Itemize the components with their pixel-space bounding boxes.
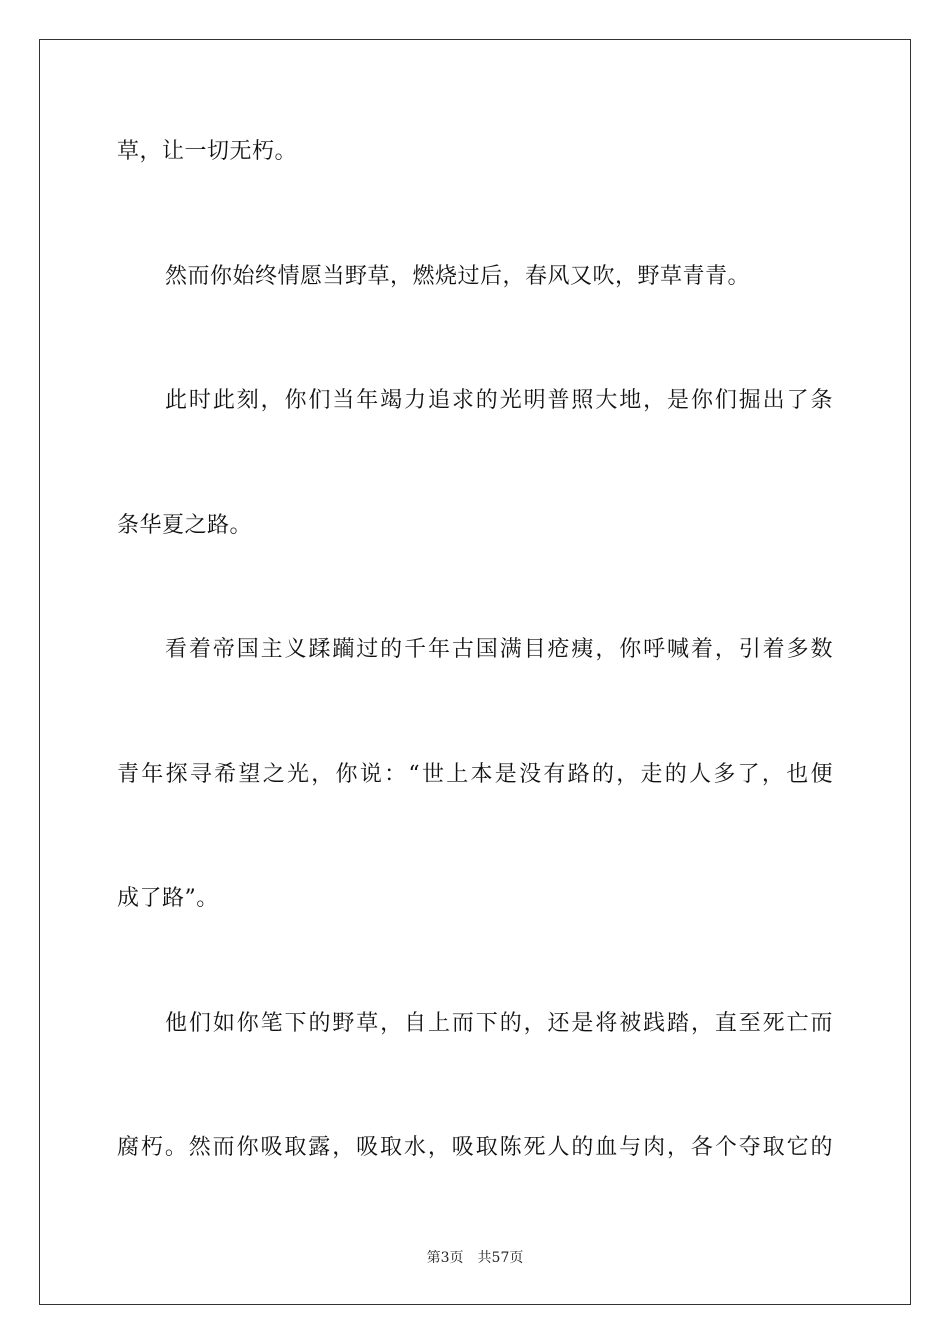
page-footer [0,1248,950,1268]
text-line: 青年探寻希望之光，你说：“世上本是没有路的，走的人多了，也便 [117,762,833,787]
text-line: 腐朽。然而你吸取露，吸取水，吸取陈死人的血与肉，各个夺取它的 [117,1135,833,1160]
paragraph-start: 他们如你笔下的野草，自上而下的，还是将被践踏，直至死亡而 [165,1011,833,1036]
paragraph-start: 然而你始终情愿当野草，燃烧过后，春风又吹，野草青青。 [165,264,751,289]
text-line: 成了路”。 [117,886,219,911]
text-line: 条华夏之路。 [117,513,253,538]
page-number: 第3页 [426,1250,464,1266]
paragraph-start: 此时此刻，你们当年竭力追求的光明普照大地，是你们掘出了条 [165,388,833,413]
paragraph-start: 看着帝国主义蹂躏过的千年古国满目疮痍，你呼喊着，引着多数 [165,637,833,662]
text-line: 草，让一切无朽。 [117,139,298,164]
page-total: 共57页 [477,1250,524,1266]
page-border [39,39,911,1305]
